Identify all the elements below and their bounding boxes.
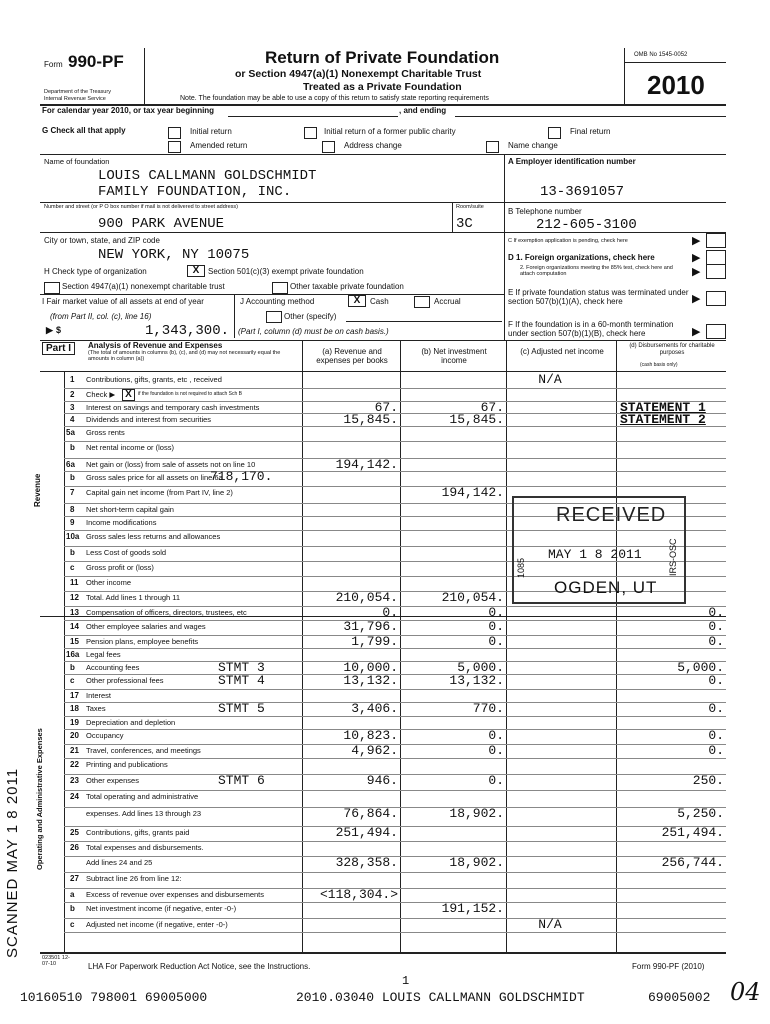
received-stamp xyxy=(512,496,686,604)
col-d-value: 0. xyxy=(708,605,724,620)
j-label: J Accounting method xyxy=(240,297,315,306)
arrow-right-icon: ▶ xyxy=(692,266,701,278)
col-d-value: 0. xyxy=(708,673,724,688)
row-number: 26 xyxy=(70,843,79,852)
col-a-value: 210,054. xyxy=(335,590,398,605)
d1-checkbox[interactable] xyxy=(706,250,726,265)
row-number: 7 xyxy=(70,488,75,497)
row-number: 3 xyxy=(70,403,75,412)
h-4947-label: Section 4947(a)(1) nonexempt charitable trust xyxy=(62,282,225,291)
row-label: Gross rents xyxy=(86,428,125,437)
row-label: Other income xyxy=(86,578,132,587)
row-number: b xyxy=(70,443,75,452)
dept-treasury: Department of the Treasury xyxy=(44,89,111,95)
row-divider xyxy=(64,648,726,649)
other-method-label: Other (specify) xyxy=(284,312,337,321)
row-label: Total. Add lines 1 through 11 xyxy=(86,593,181,602)
row-statement-ref: STMT 6 xyxy=(218,773,265,788)
col-a-value: 946. xyxy=(366,773,398,788)
arrow-right-icon: ▶ xyxy=(692,235,701,247)
part-title: Analysis of Revenue and Expenses xyxy=(88,341,223,350)
col-a-header: (a) Revenue and expenses per books xyxy=(316,347,388,365)
stamp-date: MAY 1 8 2011 xyxy=(548,547,642,562)
h-501c3-checkbox[interactable]: X xyxy=(187,265,205,277)
row-number: 16a xyxy=(66,650,80,659)
tax-year: 2010 xyxy=(647,70,705,100)
initial-former-label: Initial return of a former public charity xyxy=(324,127,456,136)
row-label: Dividends and interest from securities xyxy=(86,415,212,424)
col-b-value: 0. xyxy=(488,605,504,620)
row-label: Other employee salaries and wages xyxy=(86,622,206,631)
footer-bottom-mid: 2010.03040 LOUIS CALLMANN GOLDSCHMIDT xyxy=(296,990,585,1005)
row-label: Travel, conferences, and meetings xyxy=(86,746,201,755)
col-b-value: 15,845. xyxy=(449,412,504,427)
col-b-value: 18,902. xyxy=(449,806,504,821)
f-label: F If the foundation is in a 60-month termination under section 507(b)(1)(B), check here xyxy=(508,320,674,338)
col-d-value: 250. xyxy=(692,773,724,788)
col-b-value: 210,054. xyxy=(441,590,504,605)
row-label: Net investment income (if negative, enter -0-) xyxy=(86,904,237,913)
row-number: 21 xyxy=(70,746,79,755)
arrow-right-icon: ▶ xyxy=(692,293,701,305)
dept-irs: Internal Revenue Service xyxy=(44,96,106,102)
room-value: 3C xyxy=(456,216,473,232)
foundation-name-2: FAMILY FOUNDATION, INC. xyxy=(98,184,292,200)
row-number: 22 xyxy=(70,760,79,769)
row-number: c xyxy=(70,920,75,929)
col-b-value: 0. xyxy=(488,773,504,788)
row-number: 12 xyxy=(70,593,79,602)
calendar-year-label: For calendar year 2010, or tax year beginning xyxy=(42,106,215,115)
footer-bottom-left: 10160510 798001 69005000 xyxy=(20,990,208,1005)
row-label: Pension plans, employee benefits xyxy=(86,637,199,646)
ending-label: , and ending xyxy=(399,106,447,115)
row-label: Total operating and administrative xyxy=(86,792,199,801)
col-c-value: N/A xyxy=(538,372,562,387)
foundation-name-label: Name of foundation xyxy=(44,157,110,166)
row-label: Capital gain net income (from Part IV, line 2) xyxy=(86,488,233,497)
i-label: I Fair market value of all assets at end of year xyxy=(42,297,204,306)
part-label: Part I xyxy=(42,342,75,355)
form-note: Note. The foundation may be able to use a copy of this return to satisfy state reporting requirements xyxy=(180,95,489,102)
h-other-checkbox[interactable] xyxy=(272,282,288,294)
stamp-side-left: 1085 xyxy=(516,557,526,578)
amended-return-label: Amended return xyxy=(190,141,248,150)
row-divider xyxy=(64,426,726,427)
row-label: Income modifications xyxy=(86,518,157,527)
col-a-value: 1,799. xyxy=(351,634,398,649)
footer-bottom-right: 69005002 xyxy=(648,990,711,1005)
e-checkbox[interactable] xyxy=(706,291,726,306)
col-b-value: 5,000. xyxy=(457,660,504,675)
col-d-value: 256,744. xyxy=(661,855,724,870)
foundation-name-1: LOUIS CALLMANN GOLDSCHMIDT xyxy=(98,168,317,184)
row-label: Occupancy xyxy=(86,731,124,740)
c-checkbox[interactable] xyxy=(706,233,726,248)
row-number: b xyxy=(70,663,75,672)
handwritten-mark: 04 xyxy=(730,978,761,1006)
h-other-label: Other taxable private foundation xyxy=(290,282,404,291)
row-number: b xyxy=(70,904,75,913)
page-number: 1 xyxy=(402,974,410,988)
omb-number: OMB No 1545-0052 xyxy=(634,52,688,58)
d2-checkbox[interactable] xyxy=(706,264,726,279)
footer-lha: LHA For Paperwork Reduction Act Notice, see the Instructions. xyxy=(88,962,311,971)
row-label: Accounting fees xyxy=(86,663,140,672)
row-label: Contributions, gifts, grants, etc , received xyxy=(86,375,222,384)
row-number: 11 xyxy=(70,578,79,587)
row-divider xyxy=(64,790,726,791)
c-label: C If exemption application is pending, check here xyxy=(508,238,628,244)
name-change-label: Name change xyxy=(508,141,558,150)
row-label: Other expenses xyxy=(86,776,139,785)
row-label: Gross profit or (loss) xyxy=(86,563,154,572)
col-b-value: 0. xyxy=(488,619,504,634)
row-number: 9 xyxy=(70,518,75,527)
initial-return-label: Initial return xyxy=(190,127,232,136)
row-label: Adjusted net income (if negative, enter -0-) xyxy=(86,920,228,929)
row-label: Compensation of officers, directors, trustees, etc xyxy=(86,608,247,617)
row-label-2: if the foundation is not required to attach Sch B xyxy=(138,391,242,397)
street-label: Number and street (or P O box number if mail is not delivered to street address) xyxy=(44,204,239,210)
accrual-checkbox[interactable] xyxy=(414,296,430,308)
final-return-checkbox[interactable] xyxy=(548,127,561,139)
row-statement-ref: STMT 5 xyxy=(218,701,265,716)
row-number: 1 xyxy=(70,375,75,384)
row-number: 2 xyxy=(70,390,75,399)
row-label: Contributions, gifts, grants paid xyxy=(86,828,190,837)
phone-value: 212-605-3100 xyxy=(536,217,637,233)
amended-return-checkbox[interactable] xyxy=(168,141,181,153)
col-d-value: 0. xyxy=(708,619,724,634)
row-divider xyxy=(64,441,726,442)
col-d-value: 5,250. xyxy=(677,806,724,821)
col-d-value: 0. xyxy=(708,634,724,649)
scanned-stamp: SCANNED MAY 1 8 2011 xyxy=(4,767,21,958)
row-number: 25 xyxy=(70,828,79,837)
col-a-value: 31,796. xyxy=(343,619,398,634)
row-label: Net rental income or (loss) xyxy=(86,443,174,452)
initial-former-checkbox[interactable] xyxy=(304,127,317,139)
e-label: E If private foundation status was terminated under section 507(b)(1)(A), check here xyxy=(508,288,689,306)
row-label: Gross sales price for all assets on line 6a xyxy=(86,473,223,482)
col-a-value: 194,142. xyxy=(335,457,398,472)
row-number: b xyxy=(70,548,75,557)
fmv-value: 1,343,300. xyxy=(145,323,230,339)
row-divider xyxy=(64,388,726,389)
col-d-value: 0. xyxy=(708,728,724,743)
row-divider xyxy=(64,758,726,759)
row-number: 19 xyxy=(70,718,79,727)
row-number: 14 xyxy=(70,622,79,631)
row-number: 5a xyxy=(66,428,75,437)
col-b-value: 0. xyxy=(488,634,504,649)
col-d-note: (cash basis only) xyxy=(640,362,678,368)
row-divider xyxy=(64,902,726,903)
row-label: Add lines 24 and 25 xyxy=(86,858,153,867)
cash-basis-note: (Part I, column (d) must be on cash basis.) xyxy=(238,327,389,336)
col-b-value: 0. xyxy=(488,728,504,743)
col-a-value: 3,406. xyxy=(351,701,398,716)
row-number: 10a xyxy=(66,532,80,541)
row-divider xyxy=(64,471,726,472)
row-number: 17 xyxy=(70,691,79,700)
row-label: Gross sales less returns and allowances xyxy=(86,532,221,541)
row-divider xyxy=(64,918,726,919)
ein-label: A Employer identification number xyxy=(508,157,636,166)
col-b-value: 191,152. xyxy=(441,901,504,916)
revenue-side-label: Revenue xyxy=(33,473,42,507)
col-a-value: 13,132. xyxy=(343,673,398,688)
row-divider xyxy=(64,486,726,487)
row-number: 8 xyxy=(70,505,75,514)
col-b-value: 770. xyxy=(472,701,504,716)
col-a-value: 15,845. xyxy=(343,412,398,427)
d1-label: D 1. Foreign organizations, check here xyxy=(508,253,655,262)
footer-form: Form 990-PF (2010) xyxy=(632,962,705,971)
row-divider xyxy=(64,716,726,717)
accrual-label: Accrual xyxy=(434,297,461,306)
city-label: City or town, state, and ZIP code xyxy=(44,236,160,245)
stamp-side-right: IRS-OSC xyxy=(668,538,678,576)
phone-label: B Telephone number xyxy=(508,207,582,216)
room-label: Room/suite xyxy=(456,204,484,210)
ein-value: 13-3691057 xyxy=(540,184,625,200)
i-sub-label: (from Part II, col. (c), line 16) xyxy=(50,312,152,321)
col-d-value: 5,000. xyxy=(677,660,724,675)
row-number: 13 xyxy=(70,608,79,617)
col-a-value: <118,304.> xyxy=(319,887,398,902)
final-return-label: Final return xyxy=(570,127,611,136)
col-d-value: 0. xyxy=(708,701,724,716)
row-label: Other professional fees xyxy=(86,676,164,685)
expenses-side-label: Operating and Administrative Expenses xyxy=(35,728,44,870)
row-label: Printing and publications xyxy=(86,760,168,769)
cash-checkbox[interactable]: X xyxy=(348,295,366,307)
arrow-right-icon: ▶ xyxy=(46,325,53,335)
col-d-header: (d) Disbursements for charitable purposes xyxy=(629,343,715,356)
row-number: 18 xyxy=(70,704,79,713)
col-b-value: 194,142. xyxy=(441,485,504,500)
name-change-checkbox[interactable] xyxy=(486,141,499,153)
row-number: 6a xyxy=(66,460,75,469)
h-label: H Check type of organization xyxy=(44,267,147,276)
statement-ref: STATEMENT 1 xyxy=(620,400,706,415)
row-label: Total expenses and disbursements. xyxy=(86,843,204,852)
col-b-header: (b) Net investment income xyxy=(421,347,487,365)
row-number: c xyxy=(70,563,75,572)
row-label: Check ▶ xyxy=(86,390,116,399)
col-a-value: 76,864. xyxy=(343,806,398,821)
form-subtitle-2: Treated as a Private Foundation xyxy=(303,81,462,93)
row-divider xyxy=(64,689,726,690)
stamp-city: OGDEN, UT xyxy=(554,578,658,597)
row-number: 23 xyxy=(70,776,79,785)
form-subtitle-1: or Section 4947(a)(1) Nonexempt Charitable Trust xyxy=(235,68,482,80)
row-2-checkbox[interactable]: X xyxy=(122,389,135,401)
cash-label: Cash xyxy=(370,297,389,306)
row-number: 4 xyxy=(70,415,75,424)
col-a-value: 251,494. xyxy=(335,825,398,840)
row-inline-amount: 718,170. xyxy=(210,469,273,484)
row-label: expenses. Add lines 13 through 23 xyxy=(86,809,202,818)
form-number: 990-PF xyxy=(68,52,124,71)
col-b-value: 18,902. xyxy=(449,855,504,870)
arrow-right-icon: ▶ xyxy=(692,252,701,264)
row-number: 15 xyxy=(70,637,79,646)
stamp-received-text: RECEIVED xyxy=(556,504,667,526)
address-change-checkbox[interactable] xyxy=(322,141,335,153)
row-divider xyxy=(64,932,726,933)
col-d-value: 251,494. xyxy=(661,825,724,840)
row-label: Interest xyxy=(86,691,112,700)
row-label: Less Cost of goods sold xyxy=(86,548,167,557)
initial-return-checkbox[interactable] xyxy=(168,127,181,139)
col-a-value: 0. xyxy=(382,605,398,620)
row-label: Net short-term capital gain xyxy=(86,505,174,514)
row-label: Net gain or (loss) from sale of assets not on line 10 xyxy=(86,460,256,469)
statement-ref: STATEMENT 2 xyxy=(620,412,706,427)
row-number: 20 xyxy=(70,731,79,740)
col-b-value: 13,132. xyxy=(449,673,504,688)
d2-label: 2. Foreign organizations meeting the 85% test, check here and attach computation xyxy=(520,265,673,277)
row-number: 24 xyxy=(70,792,79,801)
row-statement-ref: STMT 3 xyxy=(218,660,265,675)
footer-code: 023501 12-07-10 xyxy=(42,955,70,967)
row-divider xyxy=(64,872,726,873)
row-label: Excess of revenue over expenses and disbursements xyxy=(86,890,265,899)
row-number: c xyxy=(70,676,75,685)
other-method-checkbox[interactable] xyxy=(266,311,282,323)
col-a-value: 10,823. xyxy=(343,728,398,743)
col-a-value: 67. xyxy=(374,400,398,415)
f-checkbox[interactable] xyxy=(706,324,726,339)
row-label: Interest on savings and temporary cash investments xyxy=(86,403,260,412)
arrow-right-icon: ▶ xyxy=(692,326,701,338)
row-label: Taxes xyxy=(86,704,106,713)
h-501c3-label: Section 501(c)(3) exempt private foundation xyxy=(208,267,364,276)
col-a-value: 10,000. xyxy=(343,660,398,675)
city-value: NEW YORK, NY 10075 xyxy=(98,247,250,263)
row-number: a xyxy=(70,890,75,899)
row-label: Depreciation and depletion xyxy=(86,718,176,727)
part-desc: (The total of amounts in columns (b), (c), and (d) may not necessarily equal the amounts in column (a)) xyxy=(88,350,281,362)
g-label: G Check all that apply xyxy=(42,126,126,135)
row-number: b xyxy=(70,473,75,482)
row-label: Legal fees xyxy=(86,650,121,659)
col-a-value: 328,358. xyxy=(335,855,398,870)
row-statement-ref: STMT 4 xyxy=(218,673,265,688)
h-4947-checkbox[interactable] xyxy=(44,282,60,294)
row-label: Subtract line 26 from line 12: xyxy=(86,874,182,883)
col-c-header: (c) Adjusted net income xyxy=(520,347,604,356)
col-d-value: 0. xyxy=(708,743,724,758)
form-word: Form xyxy=(44,60,63,69)
form-title: Return of Private Foundation xyxy=(265,48,500,67)
address-change-label: Address change xyxy=(344,141,402,150)
row-number: 27 xyxy=(70,874,79,883)
col-c-value: N/A xyxy=(538,917,562,932)
dollar-sign: $ xyxy=(56,325,62,335)
col-b-value: 67. xyxy=(480,400,504,415)
col-b-value: 0. xyxy=(488,743,504,758)
col-a-value: 4,962. xyxy=(351,743,398,758)
row-divider xyxy=(64,841,726,842)
street-value: 900 PARK AVENUE xyxy=(98,216,225,232)
